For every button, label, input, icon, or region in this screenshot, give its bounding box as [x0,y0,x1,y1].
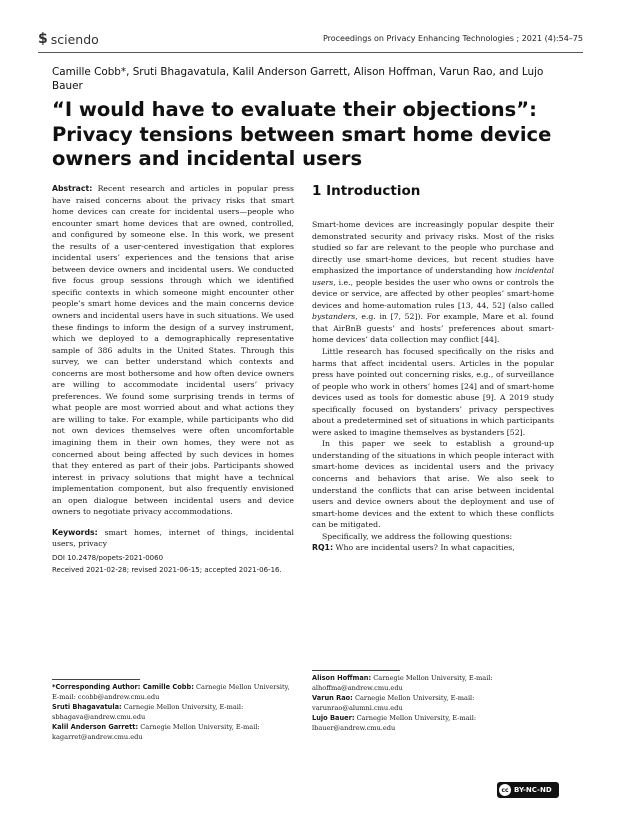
rq1-label: RQ1: [312,543,334,553]
footnote-author-name: Lujo Bauer: [312,714,355,722]
intro-text: , i.e., people besides the user who owns or controls the device or service, are affected by other peoples’ smart-home devices and home-automation rules [13, 44, 52] (also called [312,277,554,310]
footnote-divider-right [312,670,400,671]
keywords [52,527,294,550]
doi: DOI 10.2478/popets-2021-0060 [52,553,164,562]
footnote-divider-left [52,679,140,680]
footnote-affiliation: Carnegie Mellon University, E-mail: kagarret@andrew.cmu.edu [52,723,260,741]
intro-text: , e.g. in [7, 52]). For example, Mare et al. found that AirBnB guests’ and hosts’ preferences about smart-home devices’ data collection may conflict [44]. [312,312,554,345]
footnote-affiliation: Carnegie Mellon University, E-mail: lbauer@andrew.cmu.edu [312,714,477,732]
creative-commons-icon: cc [499,784,511,796]
intro-paragraph-4: Specifically, we address the following questions: [322,531,513,541]
cc-license-badge [497,782,559,798]
footnote-item [312,673,554,693]
rq1-text: Who are incidental users? In what capacities, [335,543,515,553]
footnote-affiliation: Carnegie Mellon University, E-mail: sbhagava@andrew.cmu.edu [52,703,244,721]
intro-text: Smart-home devices are increasingly popular despite their demonstrated security and privacy risks. Most of the risks studied so far are relevant to the people who purchase and directly use smart-home devices, but recent studies have emphasized the importance of understanding how [312,220,554,276]
left-column [52,183,294,576]
page-header [38,30,583,52]
footnotes-right [312,673,554,733]
emphasis-incidental-users: incidental users [312,266,554,287]
footnote-item [52,682,294,702]
footnote-item [312,693,554,713]
footnotes-left [52,682,294,742]
sciendo-logo-icon: $ [38,31,48,47]
footnote-item [52,702,294,722]
keywords-text: smart homes, internet of things, incidental users, privacy [52,527,294,549]
author-list: Camille Cobb*, Sruti Bhagavatula, Kalil Anderson Garrett, Alison Hoffman, Varun Rao, and Lujo Bauer [52,66,544,92]
footnote-author-name: Sruti Bhagavatula: [52,703,122,711]
section-heading-introduction: 1 Introduction [312,183,421,199]
emphasis-bystanders: bystanders [312,312,356,322]
right-column [312,183,554,554]
license-text: BY-NC-ND [514,786,552,794]
footnote-affiliation: Carnegie Mellon University, E-mail: alhoffma@andrew.cmu.edu [312,674,493,692]
received-dates: Received 2021-02-28; revised 2021-06-15; accepted 2021-06-16. [52,565,282,574]
footnote-author-name: Varun Rao: [312,694,353,702]
abstract-text: Recent research and articles in popular press have raised concerns about the privacy risks that smart home devices can create for incidental users—people who encounter smart home devices that are owned, controlled, and configured by someone else. In this work, we present the results of a user-centered investigation that explores incidental users’ experiences and the tensions that arise between device owners and incidental users. We conducted five focus group sessions through which we identified specific contexts in which someone might encounter other people’s smart home devices and the main concerns device owners and incidental users have in such situations. We used these findings to inform the design of a survey instrument, which we deployed to a demographically representative sample of 386 adults in the United States. Through this survey, we can better understand which contexts and concerns are most bothersome and how often device owners are willing to accommodate incidental users’ privacy preferences. We found some surprising trends in terms of what people are most worried about and what actions they are willing to take. For example, while participants who did not own devices themselves were often uncomfortable imagining them in their own homes, they were not as concerned about being affected by such devices in homes that they entered as part of their jobs. Participants showed interest in privacy solutions that might have a technical implementation component, but also frequently envisioned an open dialogue between incidental users and device owners to negotiate privacy accommodations. [52,184,295,517]
footnote-item [312,713,554,733]
keywords-label: Keywords: [52,527,98,537]
intro-paragraph-3: In this paper we seek to establish a ground-up understanding of the situations in which people interact with smart-home devices as incidental users and the privacy concerns and behaviors that arise. We also seek to understand the conflicts that can arise between incidental users and device owners about the deployment and use of smart-home devices and the extent to which these conflicts can be mitigated. [312,439,554,530]
research-question-1 [312,542,554,554]
abstract [52,183,294,518]
paper-title: “I would have to evaluate their objections”: Privacy tensions between smart home device owners and incidental users [52,98,552,170]
intro-paragraph-2: Little research has focused specifically on the risks and harms that affect incidental users. Articles in the popular press have pointed out concerning risks, e.g., of surveillance of people who work in others’ homes [24] and of smart-home devices used as tools for domestic abuse [9]. A 2019 study specifically focused on bystanders’ privacy perspectives about a predetermined set of situations in which participants were asked to imagine themselves as bystanders [52]. [312,347,554,437]
footnote-affiliation: Carnegie Mellon University, E-mail: varunrao@alumni.cmu.edu [312,694,475,712]
footnote-author-name: *Corresponding Author: Camille Cobb: [52,683,194,691]
footnote-author-name: Alison Hoffman: [312,674,372,682]
publisher-logo [38,31,99,47]
publisher-name: sciendo [50,31,99,47]
header-divider [38,52,583,53]
abstract-label: Abstract: [52,184,93,193]
footnote-author-name: Kalil Anderson Garrett: [52,723,139,731]
journal-citation: Proceedings on Privacy Enhancing Technologies ; 2021 (4):54–75 [322,34,583,43]
intro-paragraph-1 [312,219,554,346]
footnote-affiliation: Carnegie Mellon University, E-mail: ccobb@andrew.cmu.edu [52,683,290,701]
footnote-item [52,722,294,742]
